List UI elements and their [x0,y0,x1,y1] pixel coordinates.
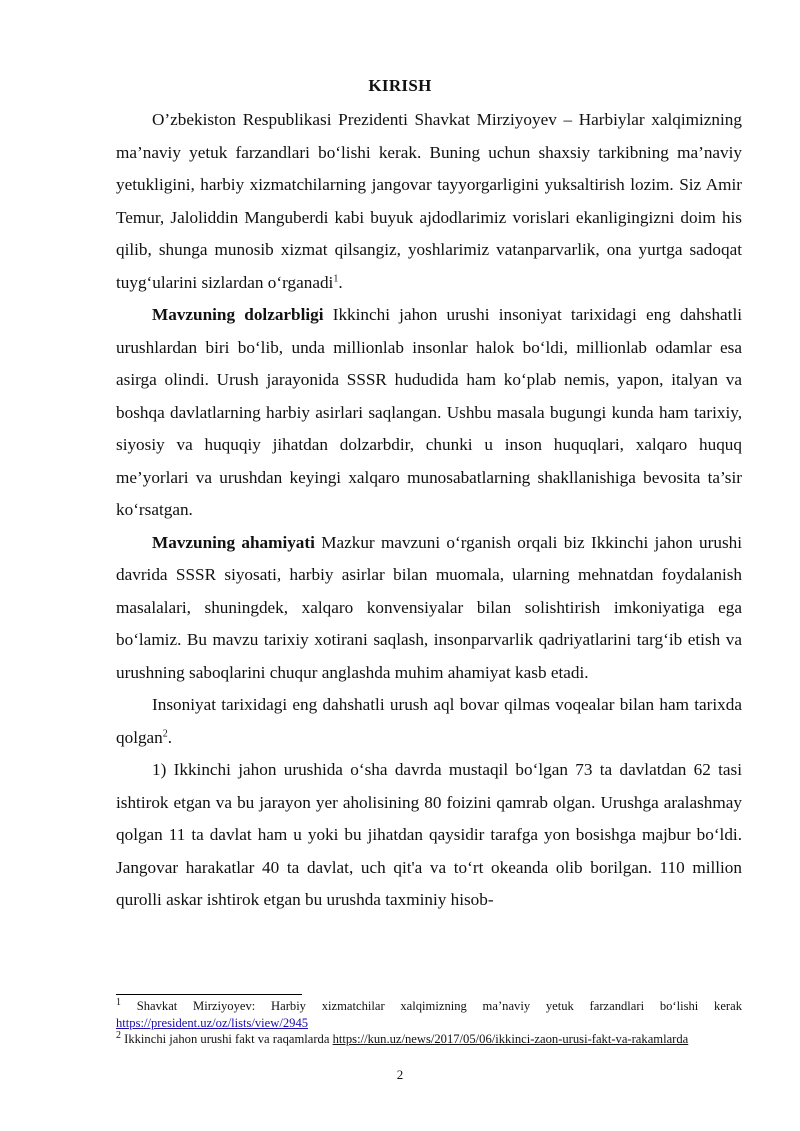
relevance-heading: Mavzuning dolzarbligi [152,305,324,324]
page-number: 2 [396,1067,404,1082]
paragraph-facts [116,754,742,917]
paragraph-text: Insoniyat tarixidagi eng dahshatli urush aql bovar qilmas voqealar bilan ham tarixda qolgan [116,695,742,747]
paragraph-text: Ikkinchi jahon urushi insoniyat tarixidagi eng dahshatli urushlardan biri bo‘lib, unda millionlab insonlar halok bo‘ldi, millionlab odamlar esa asirga olindi. Urush jarayonida SSSR hududida ham ko‘plab nemis, yapon, italyan va boshqa davlatlarning harbiy asirlari saqlangan. Ushbu masala bugungi kunda ham tarixiy, siyosiy va huquqiy jihatdan dolzarbdir, chunki u inson huquqlari, xalqaro huquq me’yorlari va urushdan keyingi xalqaro munosabatlarning shakllanishiga bevosita ta’sir ko‘rsatgan. [116,305,742,519]
footnotes [116,998,742,1048]
footnote-2 [116,1031,742,1048]
paragraph-significance [116,527,742,690]
footnote-1 [116,998,742,1031]
paragraph-end: . [167,727,173,747]
footnote-divider [116,994,302,995]
paragraph-text: Mazkur mavzuni o‘rganish orqali biz Ikkinchi jahon urushi davrida SSSR siyosati, harbiy asirlar bilan muomala, ularning mehnatdan foydalanish masalalari, shuningdek, xalqaro konvensiyalar bilan solishtirish imkoniyatiga ega bo‘lamiz. Bu mavzu tarixiy xotirani saqlash, insonparvarlik qadriyatlarini targ‘ib etish va urushning saboqlarini chuqur anglashda muhim ahamiyat kasb etadi. [116,532,742,682]
paragraph-text: 1) Ikkinchi jahon urushida o‘sha davrda mustaqil bo‘lgan 73 ta davlatdan 62 tasi ishtirok etgan va bu jarayon yer aholisining 80 foizini qamrab olgan. Urushga aralashmay qolgan 11 ta davlat ham u yoki bu jihatdan qaysidir tarafga yon bosishga majbur bo‘ldi. Jangovar harakatlar 40 ta davlat, uch qit'a va to‘rt okeanda olib borilgan. 110 million qurolli askar ishtirok etgan bu urushda taxminiy hisob- [116,760,742,909]
footnote-ref-1[interactable]: 1 [333,272,339,284]
paragraph-history [116,689,742,754]
body-text [116,104,742,917]
footnote-link-1[interactable]: https://president.uz/oz/lists/view/2945 [116,1015,309,1030]
footnote-text-2: Ikkinchi jahon urushi fakt va raqamlarda [121,1032,333,1046]
paragraph-quote [116,104,742,299]
footnote-mark-2: 2 [116,1029,121,1041]
footnote-link-2[interactable]: https://kun.uz/news/2017/05/06/ikkinci-zaon-urusi-fakt-va-rakamlarda [332,1032,689,1046]
paragraph-text: O’zbekiston Respublikasi Prezidenti Shavkat Mirziyoyev – Harbiylar xalqimizning ma’naviy yetuk farzandlari bo‘lishi kerak. Buning uchun shaxsiy tarkibning ma’naviy yetukligini, harbiy xizmatchilarning jangovar tayyorgarligini yuksaltirish lozim. Siz Amir Temur, Jaloliddin Manguberdi kabi buyuk ajdodlarimiz vorislari ekanligingizni doim his qilib, shunga munosib xizmat qilsangiz, yoshlarimiz vatanparvarlik, ona yurtga sadoqat tuyg‘ularini sizlardan o‘rganadi [116,110,742,292]
page-title: KIRISH [368,76,432,95]
footnote-mark-1: 1 [116,996,121,1008]
significance-heading: Mavzuning ahamiyati [152,532,315,552]
footnote-text-1: Shavkat Mirziyoyev: Harbiy xizmatchilar xalqimizning ma’naviy yetuk farzandlari bo‘lishi kerak [121,999,742,1013]
paragraph-end: . [338,272,343,292]
paragraph-relevance [116,299,742,527]
footnote-ref-2[interactable]: 2 [162,727,168,739]
